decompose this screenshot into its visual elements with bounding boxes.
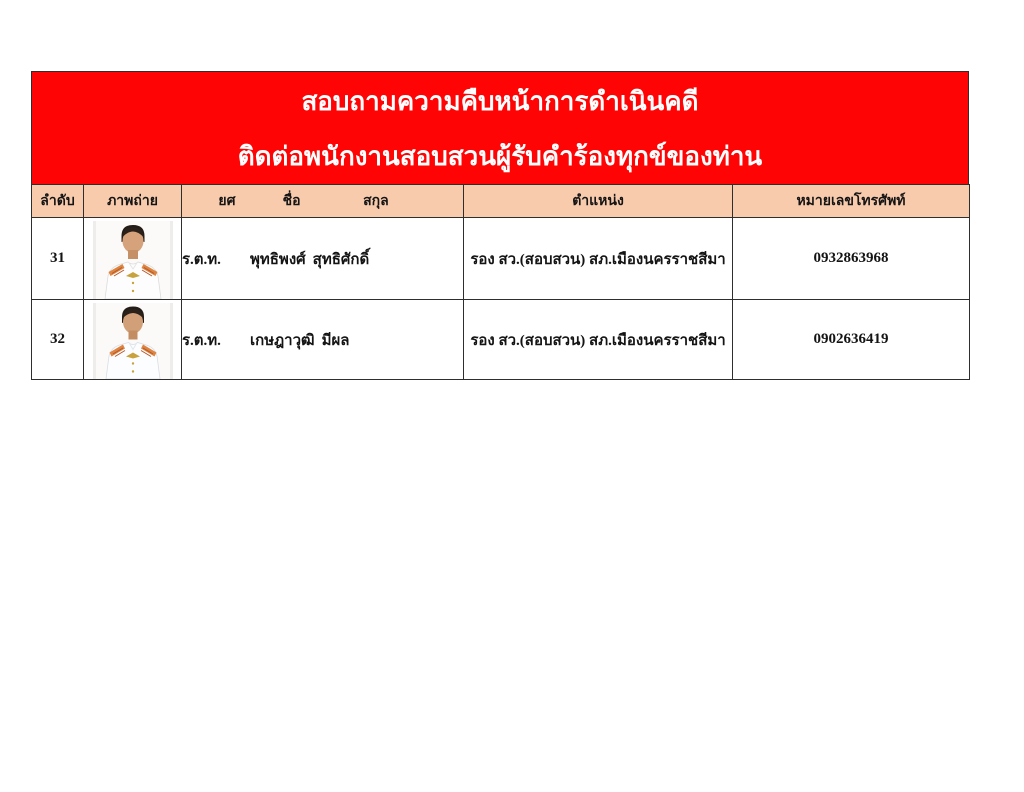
table-header-row bbox=[32, 185, 970, 218]
officer-name: เกษฎาวุฒิ bbox=[250, 332, 315, 349]
document-sheet bbox=[31, 71, 969, 380]
officers-table bbox=[31, 184, 970, 380]
officer-surname: มีผล bbox=[321, 332, 350, 349]
row-number: 32 bbox=[32, 300, 84, 380]
col-header-rank-name-surname bbox=[182, 185, 464, 218]
row-number: 31 bbox=[32, 218, 84, 300]
officer-rank-name-cell bbox=[182, 300, 464, 380]
officer-surname: สุทธิศักดิ์ bbox=[312, 251, 370, 268]
officer-rank: ร.ต.ท. bbox=[182, 332, 221, 349]
officer-rank-name-cell bbox=[182, 218, 464, 300]
col-header-rank: ยศ bbox=[218, 194, 236, 209]
title-banner bbox=[31, 71, 969, 185]
blank-page-area bbox=[0, 450, 1024, 792]
officer-position: รอง สว.(สอบสวน) สภ.เมืองนครราชสีมา bbox=[464, 218, 733, 300]
officer-phone: 0932863968 bbox=[733, 218, 970, 300]
banner-line1: สอบถามความคืบหน้าการดำเนินคดี bbox=[301, 87, 699, 117]
col-header-photo: ภาพถ่าย bbox=[84, 185, 182, 218]
officer-photo-cell bbox=[84, 218, 182, 300]
col-header-position: ตำแหน่ง bbox=[464, 185, 733, 218]
officer-rank: ร.ต.ท. bbox=[182, 251, 221, 268]
col-header-phone: หมายเลขโทรศัพท์ bbox=[733, 185, 970, 218]
banner-line2: ติดต่อพนักงานสอบสวนผู้รับคำร้องทุกข์ของท่าน bbox=[237, 142, 763, 171]
col-header-no: ลำดับ bbox=[32, 185, 84, 218]
col-header-surname: สกุล bbox=[363, 194, 389, 209]
table-row bbox=[32, 218, 970, 300]
officer-portrait-icon bbox=[93, 221, 173, 299]
col-header-name: ชื่อ bbox=[282, 194, 301, 209]
officer-name: พุทธิพงศ์ bbox=[250, 251, 306, 268]
officer-position: รอง สว.(สอบสวน) สภ.เมืองนครราชสีมา bbox=[464, 300, 733, 380]
officer-phone: 0902636419 bbox=[733, 300, 970, 380]
officer-photo-cell bbox=[84, 300, 182, 380]
officer-portrait-icon bbox=[93, 303, 173, 379]
table-row bbox=[32, 300, 970, 380]
